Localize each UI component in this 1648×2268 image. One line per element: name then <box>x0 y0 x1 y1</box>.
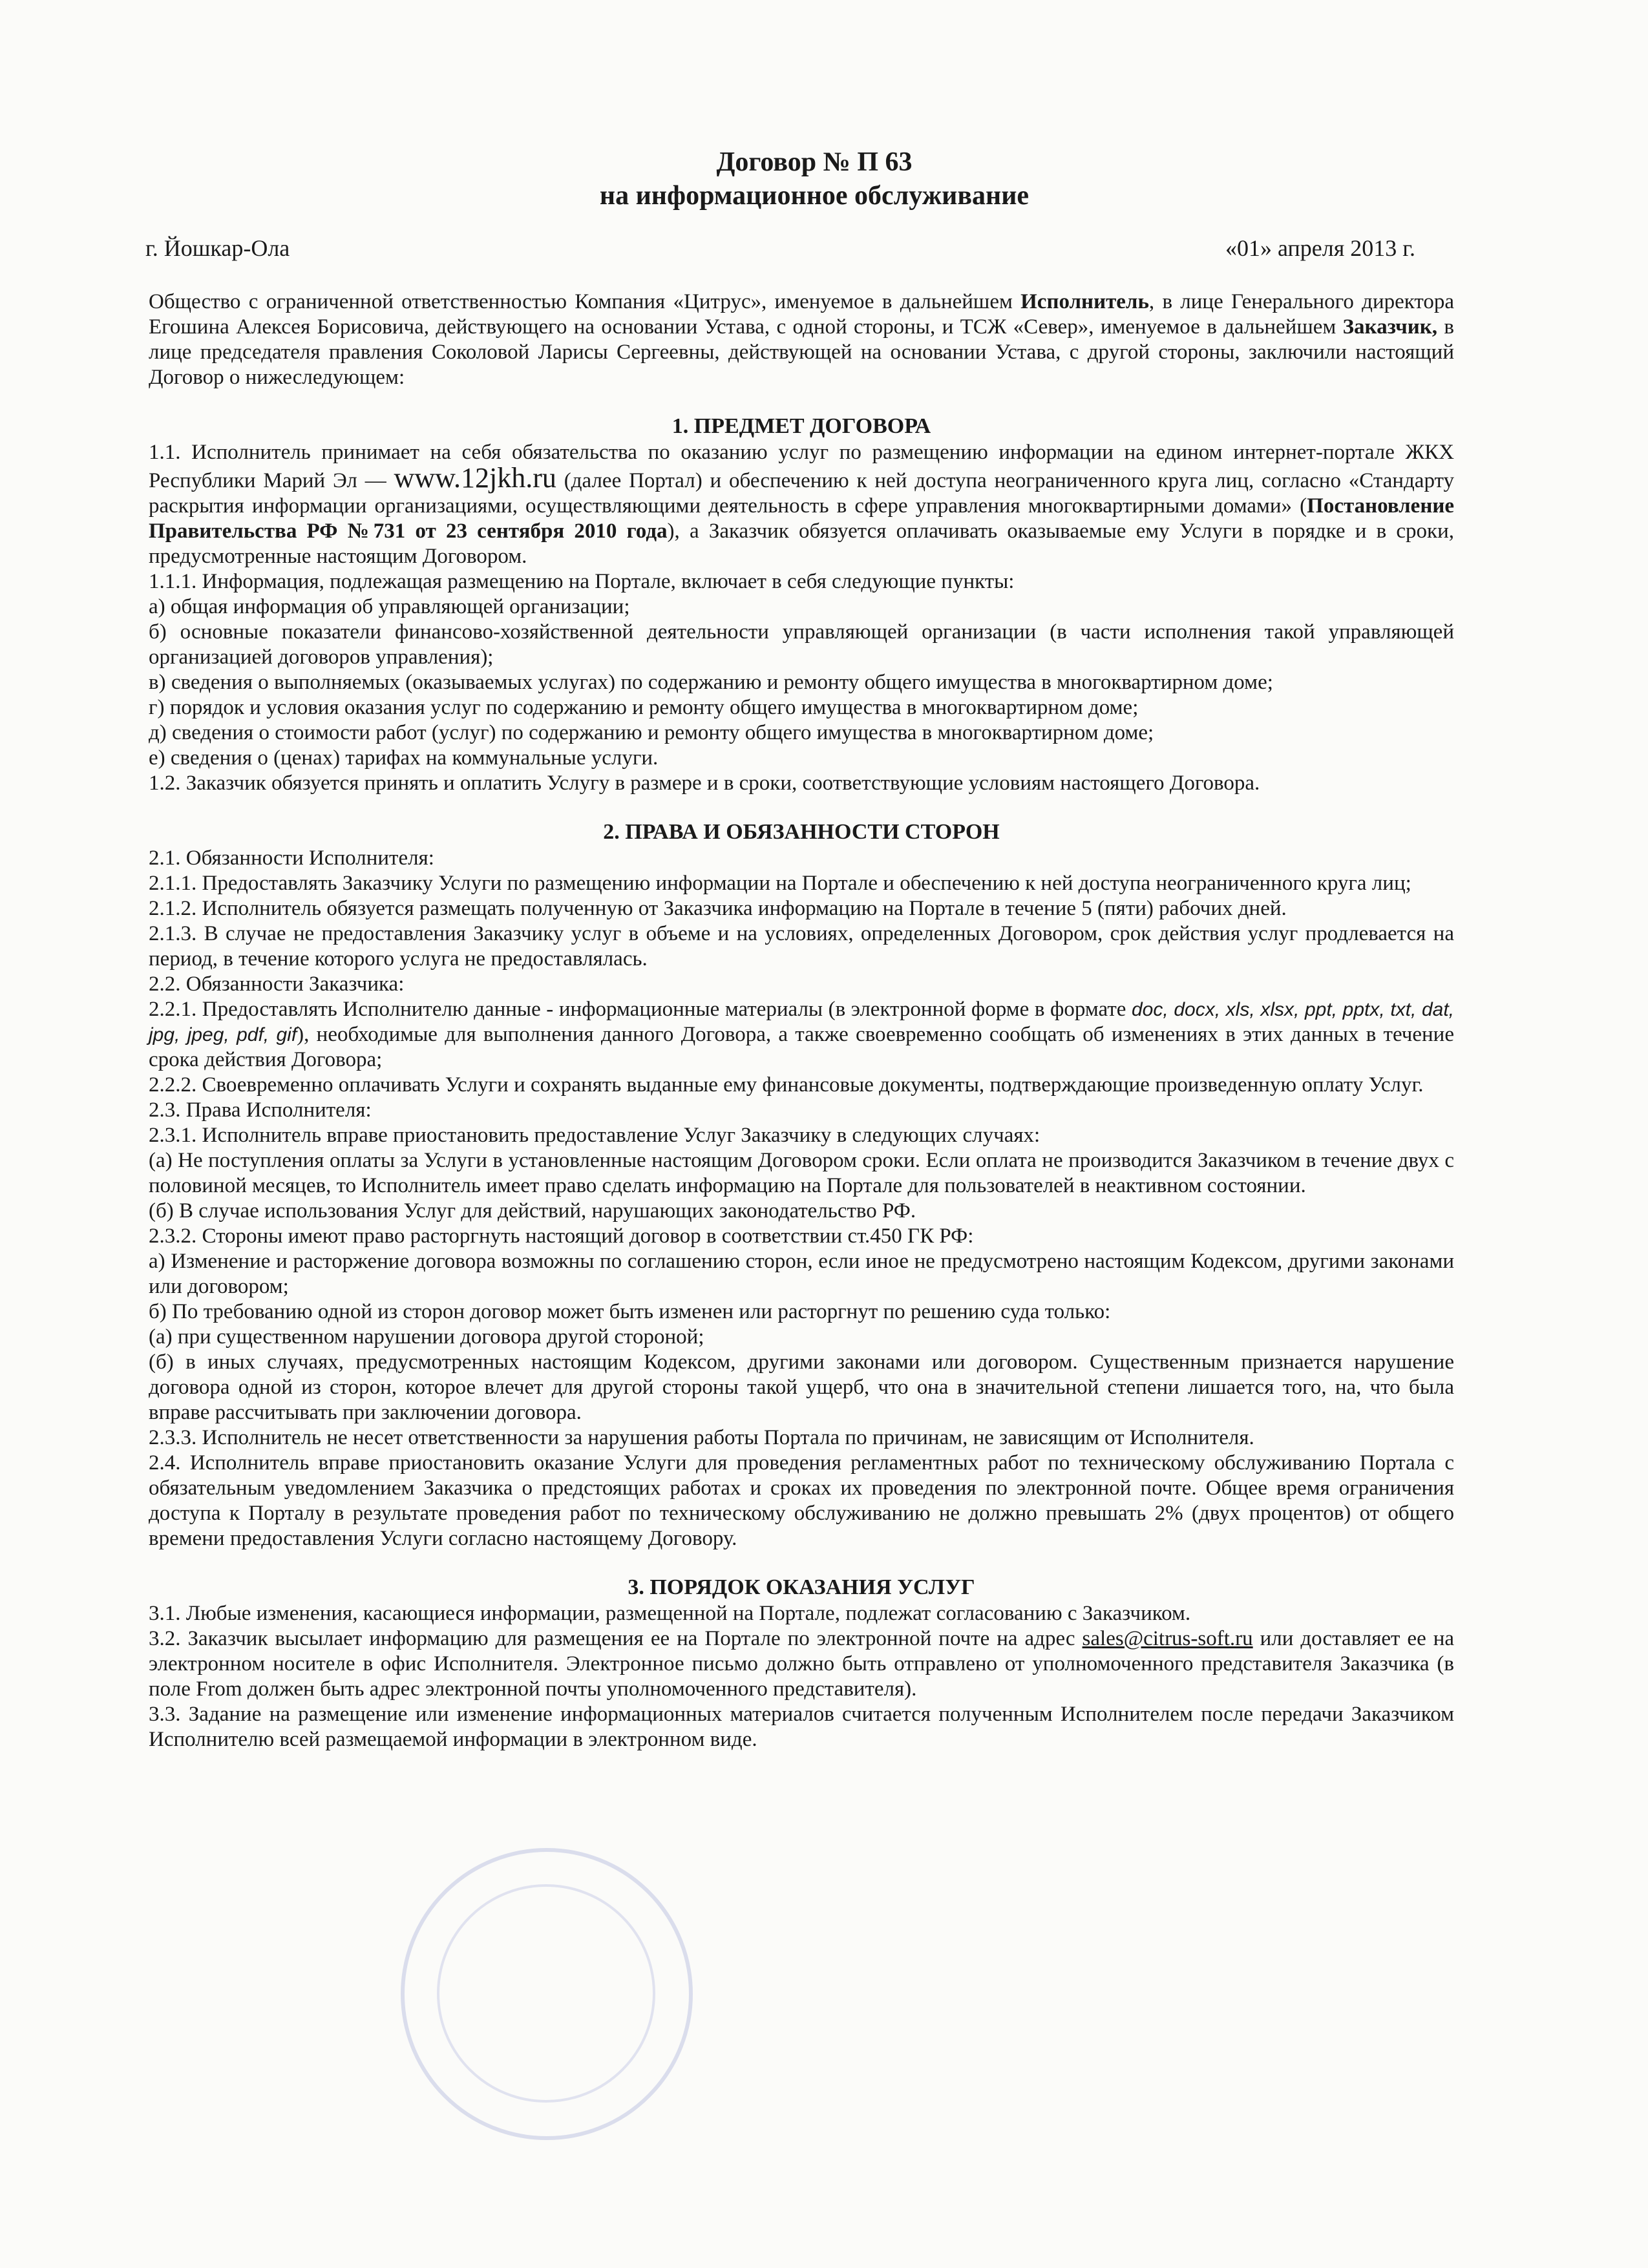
clause-1-2: 1.2. Заказчик обязуется принять и оплатить Услугу в размере и в сроки, соответствующие условиям настоящего Договора. <box>149 772 1260 795</box>
clause-text: 2.2.1. Предоставлять Исполнителю данные - информационные материалы (в электронной форме в формате <box>149 998 1132 1021</box>
clause-2-1: 2.1. Обязанности Исполнителя: <box>149 846 434 870</box>
clause-text: 1.1. Исполнитель принимает на себя обязательства по оказанию услуг по размещению информации на едином интернет-портале ЖКХ Республики Марий Эл — <box>149 441 1454 492</box>
list-item: в) сведения о выполняемых (оказываемых услугах) по содержанию и ремонту общего имущества в многоквартирном доме; <box>149 671 1273 694</box>
intro-text: , в лице Генерального директора Егошина Алексея Борисовича, действующего на основании Устава, с одной стороны, и ТСЖ «Север», именуемое в дальнейшем <box>149 290 1454 339</box>
clause-text: или доставляет ее на электронном носителе в офис Исполнителя. Электронное письмо должно быть отправлено от уполномоченного представителя Заказчика (в поле From должен быть адрес электронной почты уполномоченного представителя). <box>149 1627 1455 1701</box>
clause-3-3: 3.3. Задание на размещение или изменение информационных материалов считается полученным Исполнителем после передачи Заказчиком Исполнителю всей размещаемой информации в электронном виде. <box>149 1703 1454 1751</box>
clause-2-4: 2.4. Исполнитель вправе приостановить оказание Услуги для проведения регламентных работ по техническому обслуживанию Портала с обязательным уведомлением Заказчика о предстоящих работах и сроках их проведения по электронной почте. Общее время ограничения доступа к Порталу в результате проведения работ по техническому обслуживанию не должно превышать 2% (двух процентов) от общего времени предоставления Услуги согласно настоящему Договору. <box>149 1451 1454 1550</box>
email-link[interactable]: sales@citrus-soft.ru <box>1082 1627 1253 1650</box>
section-2-title: 2. ПРАВА И ОБЯЗАННОСТИ СТОРОН <box>603 820 1000 844</box>
clause-2-3: 2.3. Права Исполнителя: <box>149 1098 372 1122</box>
decree-reference: Постановление Правительства РФ №731 от 23 сентября 2010 года <box>149 494 1454 543</box>
portal-url[interactable]: www.12jkh.ru <box>394 462 556 494</box>
intro-customer: Заказчик, <box>1342 315 1438 339</box>
intro-executor: Исполнитель <box>1020 290 1149 313</box>
clause-2-3-3: 2.3.3. Исполнитель не несет ответственности за нарушения работы Портала по причинам, не зависящим от Исполнителя. <box>149 1426 1254 1449</box>
doc-title <box>174 145 1454 213</box>
clause-2-1-1: 2.1.1. Предоставлять Заказчику Услуги по размещению информации на Портале и обеспечению к ней доступа неограниченного круга лиц; <box>149 872 1411 895</box>
stamp-seal <box>401 1848 693 2140</box>
clause-2-1-3: 2.1.3. В случае не предоставления Заказчику услуг в объеме и на условиях, определенных Договором, срок действия услуг продлевается на период, в течение которого услуга не предоставлялась. <box>149 922 1454 971</box>
clause-1-1-1: 1.1.1. Информация, подлежащая размещению на Портале, включает в себя следующие пункты: <box>149 570 1015 593</box>
clause-1-1 <box>149 440 1454 569</box>
clause-2-2-1 <box>149 997 1454 1073</box>
list-item: е) сведения о (ценах) тарифах на коммунальные услуги. <box>149 746 659 770</box>
clause-2-3-2: 2.3.2. Стороны имеют право расторгнуть настоящий договор в соответствии ст.450 ГК РФ: <box>149 1224 974 1248</box>
list-item: (б) В случае использования Услуг для действий, нарушающих законодательство РФ. <box>149 1199 916 1223</box>
date: «01» апреля 2013 г. <box>1225 235 1415 261</box>
list-item: (а) при существенном нарушении договора другой стороной; <box>149 1325 704 1349</box>
list-item: б) По требованию одной из сторон договор может быть изменен или расторгнут по решению суда только: <box>149 1300 1111 1323</box>
clause-2-1-2: 2.1.2. Исполнитель обязуется размещать полученную от Заказчика информацию на Портале в течение 5 (пяти) рабочих дней. <box>149 897 1287 920</box>
clause-text: ), а Заказчик обязуется оплачивать оказываемые ему Услуги в порядке и в сроки, предусмотренные настоящим Договором. <box>149 520 1454 568</box>
title-line-2: на информационное обслуживание <box>599 181 1030 211</box>
list-item: д) сведения о стоимости работ (услуг) по содержанию и ремонту общего имущества в многоквартирном доме; <box>149 721 1154 744</box>
clause-3-1: 3.1. Любые изменения, касающиеся информации, размещенной на Портале, подлежат согласованию с Заказчиком. <box>149 1602 1191 1625</box>
intro-text: Общество с ограниченной ответственностью Компания «Цитрус», именуемое в дальнейшем <box>149 290 1021 313</box>
clause-2-3-1: 2.3.1. Исполнитель вправе приостановить предоставление Услуг Заказчику в следующих случаях: <box>149 1124 1041 1147</box>
clause-text: ), необходимые для выполнения данного Договора, а также своевременно сообщать об изменениях в этих данных в течение срока действия Договора; <box>149 1023 1454 1071</box>
list-item: а) Изменение и расторжение договора возможны по соглашению сторон, если иное не предусмотрено настоящим Кодексом, другими законами или договором; <box>149 1250 1454 1298</box>
clause-text: 3.2. Заказчик высылает информацию для размещения ее на Портале по электронной почте на адрес <box>149 1627 1083 1650</box>
document-page <box>145 145 1455 1752</box>
list-item: г) порядок и условия оказания услуг по содержанию и ремонту общего имущества в многоквартирном доме; <box>149 696 1139 719</box>
clause-2-2-2: 2.2.2. Своевременно оплачивать Услуги и сохранять выданные ему финансовые документы, подтверждающие произведенную оплату Услуг. <box>149 1073 1424 1097</box>
intro-text: в лице председателя правления Соколовой Ларисы Сергеевны, действующей на основании Устава, с другой стороны, заключили настоящий Договор о нижеследующем: <box>149 315 1454 389</box>
list-item: б) основные показатели финансово-хозяйственной деятельности управляющей организации (в части исполнения такой управляющей организацией договоров управления); <box>149 620 1454 669</box>
list-item: (а) Не поступления оплаты за Услуги в установленные настоящим Договором сроки. Если оплата не производится Заказчиком в течение двух с половиной месяцев, то Исполнитель имеет право сделать информацию на Портале для пользователей в неактивном состоянии. <box>149 1149 1454 1197</box>
section-3-title: 3. ПОРЯДОК ОКАЗАНИЯ УСЛУГ <box>628 1575 975 1599</box>
intro-paragraph <box>149 289 1454 390</box>
file-formats: doc, docx, xls, xlsx, ppt, pptx, txt, dat, jpg, jpeg, pdf, gif <box>149 999 1455 1045</box>
list-item: (б) в иных случаях, предусмотренных настоящим Кодексом, другими законами или договором. Существенным признается нарушение договора одной из сторон, которое влечет для другой стороны такой ущерб, что она в значительной степени лишается того, на, что была вправе рассчитывать при заключении договора. <box>149 1350 1454 1424</box>
clause-text: (далее Портал) и обеспечению к ней доступа неограниченного круга лиц, согласно «Стандарту раскрытия информации организациями, осуществляющими деятельность в сфере управления многоквартирными домами» ( <box>149 469 1454 518</box>
section-1-title: 1. ПРЕДМЕТ ДОГОВОРА <box>671 414 931 438</box>
clause-2-2: 2.2. Обязанности Заказчика: <box>149 972 405 996</box>
list-item: а) общая информация об управляющей организации; <box>149 595 630 618</box>
clause-3-2 <box>149 1626 1454 1702</box>
city: г. Йошкар-Ола <box>145 235 290 261</box>
city-date-row <box>145 236 1454 261</box>
title-line-1: Договор № П 63 <box>716 147 913 177</box>
